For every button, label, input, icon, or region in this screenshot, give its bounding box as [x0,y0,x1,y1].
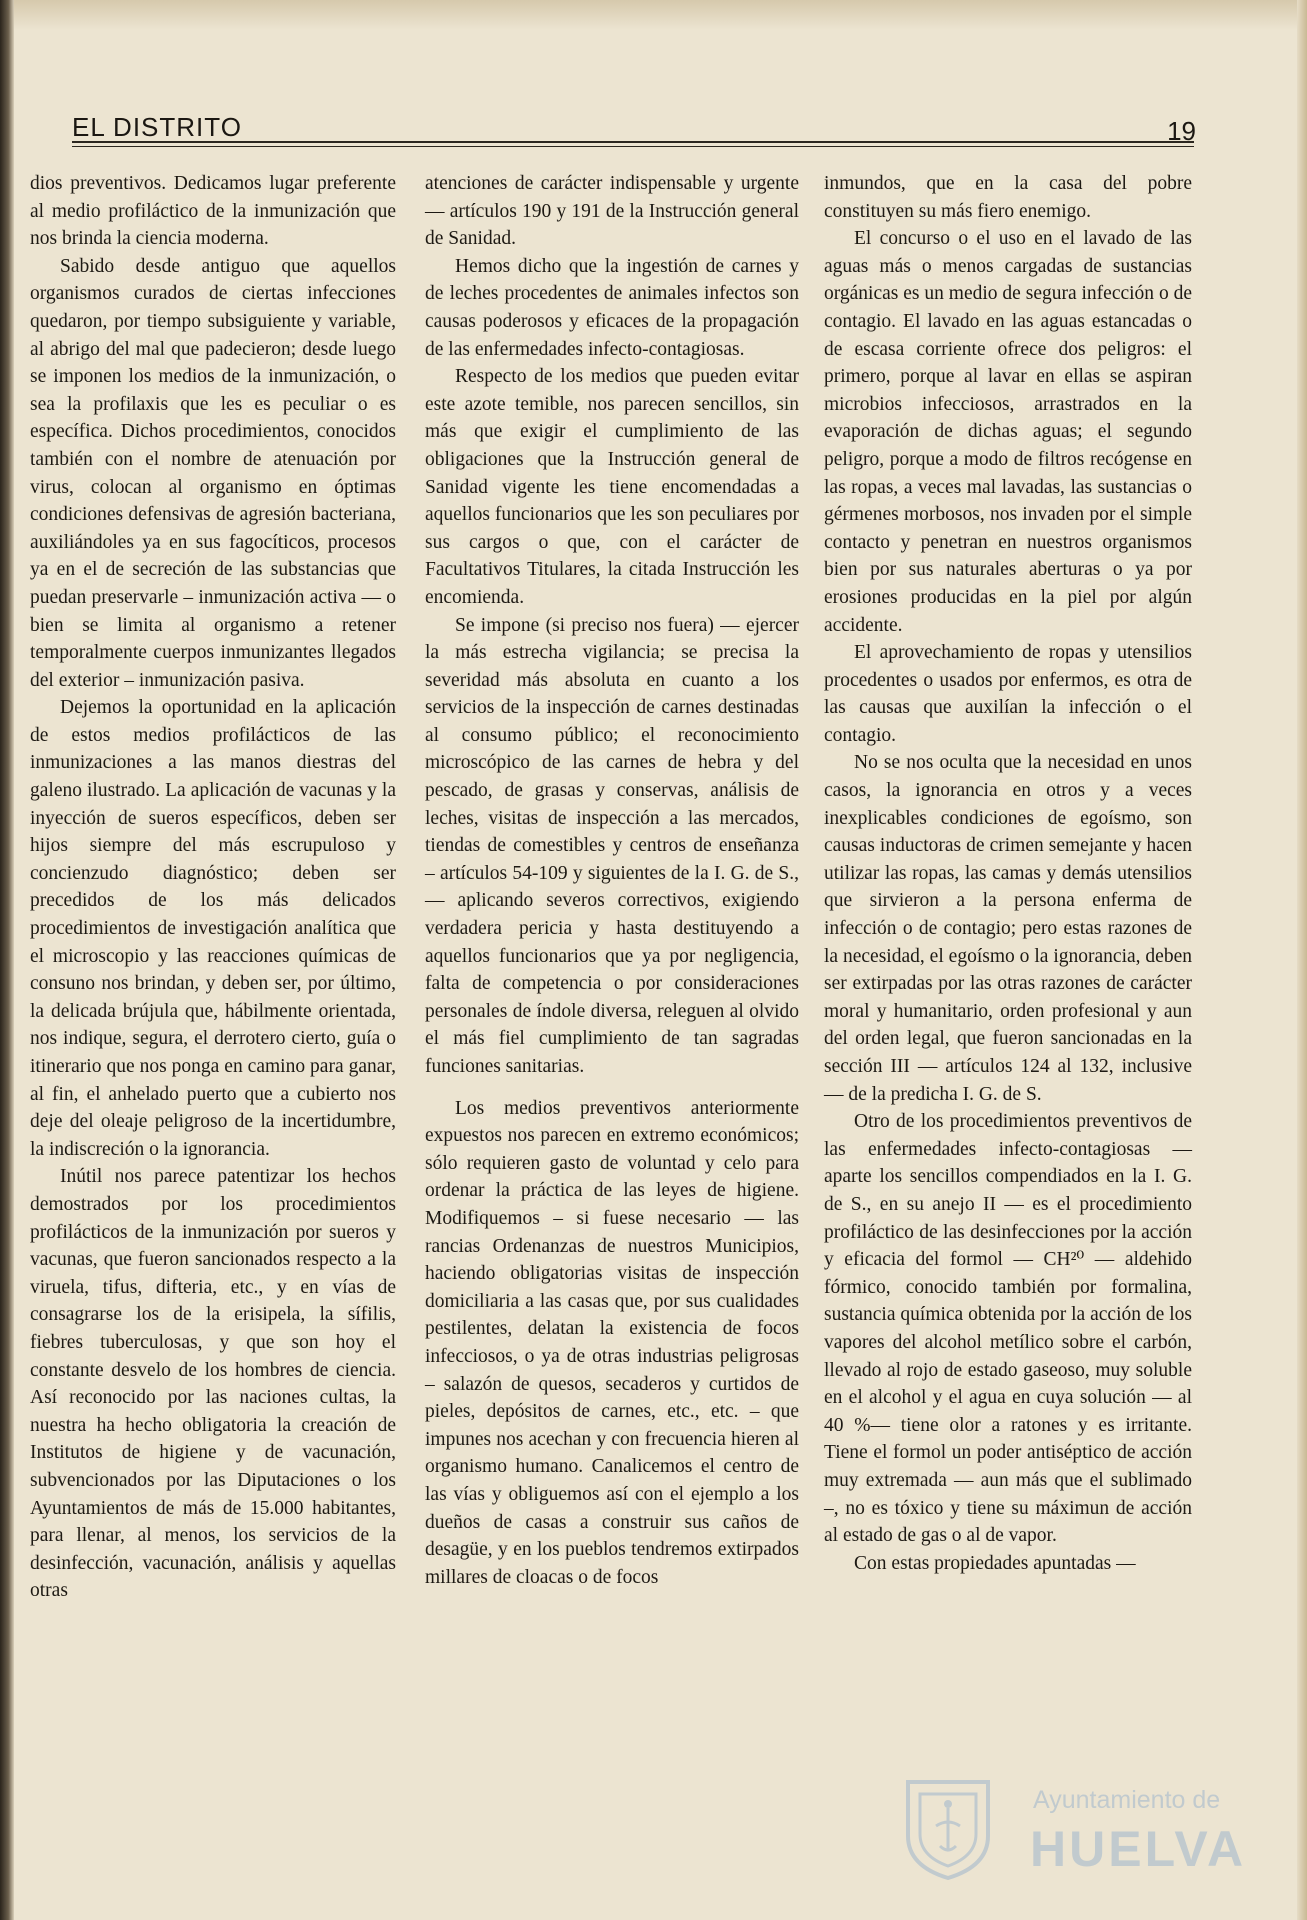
paragraph: Respecto de los medios que pueden evitar este azote temible, nos parecen sencillos, sin más que exigir el cumplimiento de las obligaciones que la Instrucción general de Sanidad vigente les tiene encomendadas a aquellos funcionarios que les son peculiares por sus cargos o que, con el carácter de Facultativos Titulares, la citada Instrucción les encomienda. [425,366,799,608]
running-header [40,106,1260,146]
binding-edge [0,0,14,1920]
header-rule-thick [72,141,1194,143]
paragraph: El aprovechamiento de ropas y utensilios procedentes o usados por enfermos, es otra de las causas que auxilían la infección o el contagio. [824,642,1192,746]
paragraph: No se nos oculta que la necesidad en unos casos, la ignorancia en otros y a veces inexplicables condiciones de egoísmo, son causas inductoras de crimen semejante y hacen utilizar las ropas, las camas y demás utensilios que sirvieron a la persona enferma de infección o de contagio; pero estas razones de la necesidad, el egoísmo o la ignorancia, deben ser extirpadas por las otras razones de carácter moral y humanitario, orden profesional y aun del orden legal, que fueron sancionadas en la sección III — artículos 124 al 132, inclusive — de la predicha I. G. de S. [824,752,1192,1105]
paragraph: dios preventivos. Dedicamos lugar preferente al medio profiláctico de la inmunización que nos brinda la ciencia moderna. [30,173,396,250]
paragraph: Inútil nos parece patentizar los hechos demostrados por los procedimientos profilácticos de la inmunización por sueros y vacunas, que fueron sancionados respecto a la viruela, tifus, difteria, etc., y en vías de consagrarse los de la erisipela, la sífilis, fiebres tuberculosas, y que son hoy el constante desvelo de los hombres de ciencia. Así reconocido por las naciones cultas, la nuestra ha hecho obligatoria la creación de Institutos de higiene y de vacunación, subvencionados por las Diputaciones o los Ayuntamientos de más de 15.000 habitantes, para llenar, al menos, los servicios de la desinfección, vacunación, análisis y aquellas otras [30,1166,396,1602]
journal-title: EL DISTRITO [72,112,242,142]
paragraph: Otro de los procedimientos preventivos de las enfermedades infecto-contagiosas — aparte los sencillos compendiados en la I. G. de S., en su anejo II — es el procedimiento profiláctico de las desinfecciones por la acción y eficacia del formol — CH²⁰ — aldehido fórmico, conocido también por formalina, sustancia química obtenida por la acción de los vapores del alcohol metílico sobre el carbón, llevado al rojo de estado gaseoso, muy soluble en el alcohol y el agua en cuya solución — al 40 %— tiene olor a ratones y es irritante. Tiene el formol un poder antiséptico de acción muy extremada — aun más que el sublimado –, no es tóxico y tiene su máximun de acción al estado de gas o al de vapor. [824,1111,1192,1547]
paragraph: Con estas propiedades apuntadas — [854,1552,1136,1574]
watermark-line-2: HUELVA [1030,1821,1247,1877]
archive-watermark [898,1768,1247,1888]
paragraph: atenciones de carácter indispensable y urgente — artículos 190 y 191 de la Instrucción general de Sanidad. [425,173,799,250]
page-top-shadow [0,0,1307,30]
paragraph: Dejemos la oportunidad en la aplicación de estos medios profilácticos de las inmunizaciones a las manos diestras del galeno ilustrado. La aplicación de vacunas y la inyección de sueros específicos, deben ser hijos siempre del más escrupuloso y concienzudo diagnóstico; deben ser precedidos de los más delicados procedimientos de investigación analítica que el microscopio y las reacciones químicas de consuno nos brindan, y deben ser, por último, la delicada brújula que, hábilmente orientada, nos indique, segura, el derrotero cierto, guía o itinerario que nos ponga en camino para ganar, al fin, el anhelado puerto que a cubierto nos deje del oleaje peligroso de la incertidumbre, la indiscreción o la ignorancia. [30,697,396,1160]
paragraph: inmundos, que en la casa del pobre constituyen su más fiero enemigo. [824,173,1192,222]
watermark-line-1: Ayuntamiento de [1033,1786,1221,1814]
text-column-1 [30,170,396,1605]
page-number: 19 [1167,116,1196,146]
text-column-3 [824,170,1192,1577]
text-column-2 [425,170,799,1591]
page-right-edge [1297,0,1307,1920]
paragraph: Sabido desde antiguo que aquellos organismos curados de ciertas infecciones quedaron, por tiempo subsiguiente y variable, al abrigo del mal que padecieron; desde luego se imponen los medios de la inmunización, o sea la profilaxis que les es peculiar o es específica. Dichos procedimientos, conocidos también con el nombre de atenuación por virus, colocan al organismo en óptimas condiciones defensivas de agresión bacteriana, auxiliándoles ya en sus fagocíticos, procesos ya en el de secreción de las substancias que puedan preservarle – inmunización activa — o bien se limita al organismo a retener temporalmente cuerpos inmunizantes llegados del exterior – inmunización pasiva. [30,255,396,691]
paragraph: Los medios preventivos anteriormente expuestos nos parecen en extremo económicos; sólo requieren gasto de voluntad y celo para ordenar la práctica de las leyes de higiene. Modifiquemos – si fuese necesario — las rancias Ordenanzas de nuestros Municipios, haciendo obligatorias visitas de inspección domiciliaria a las casas que, por sus cualidades pestilentes, delatan la existencia de focos infecciosos, o ya de otras industrias peligrosas – salazón de quesos, secaderos y curtidos de pieles, depósitos de carnes, etc., etc. – que impunes nos acechan y con frecuencia hieren al organismo humano. Canalicemos el centro de las vías y obliguemos así con el ejemplo a los dueños de casas a construir sus caños de desagüe, y en los pueblos tendremos extirpados millares de cloacas o de focos [425,1097,799,1588]
coat-of-arms-icon [898,1774,998,1882]
header-rule-thin [72,146,1194,147]
paragraph: Hemos dicho que la ingestión de carnes y de leches procedentes de animales infectos son causas poderosos y eficaces de la propagación de las enfermedades infecto-contagiosas. [425,255,799,360]
paragraph: El concurso o el uso en el lavado de las aguas más o menos cargadas de sustancias orgánicas es un medio de segura infección o de contagio. El lavado en las aguas estancadas o de escasa corriente ofrece dos peligros: el primero, porque al lavar en ellas se aspiran microbios infecciosos, arrastrados en la evaporación de dichas aguas; el segundo peligro, porque a modo de filtros recógense en las ropas, a veces mal lavadas, las sustancias o gérmenes morbosos, nos invaden por el simple contacto y penetran en nuestros organismos bien por sus naturales aberturas o ya por erosiones producidas en la piel por algún accidente. [824,228,1192,636]
paragraph: Se impone (si preciso nos fuera) — ejercer la más estrecha vigilancia; se precisa la severidad más absoluta en cuanto a los servicios de la inspección de carnes destinadas al consumo público; el reconocimiento microscópico de las carnes de hebra y del pescado, de grasas y conservas, análisis de leches, visitas de inspección a las mercados, tiendas de comestibles y centros de enseñanza – artículos 54-109 y siguientes de la I. G. de S., — aplicando severos correctivos, exigiendo verdadera pericia y hasta destituyendo a aquellos funcionarios que ya por negligencia, falta de competencia o por consideraciones personales de índole diversa, releguen al olvido el más fiel cumplimiento de tan sagradas funciones sanitarias. [425,614,799,1077]
